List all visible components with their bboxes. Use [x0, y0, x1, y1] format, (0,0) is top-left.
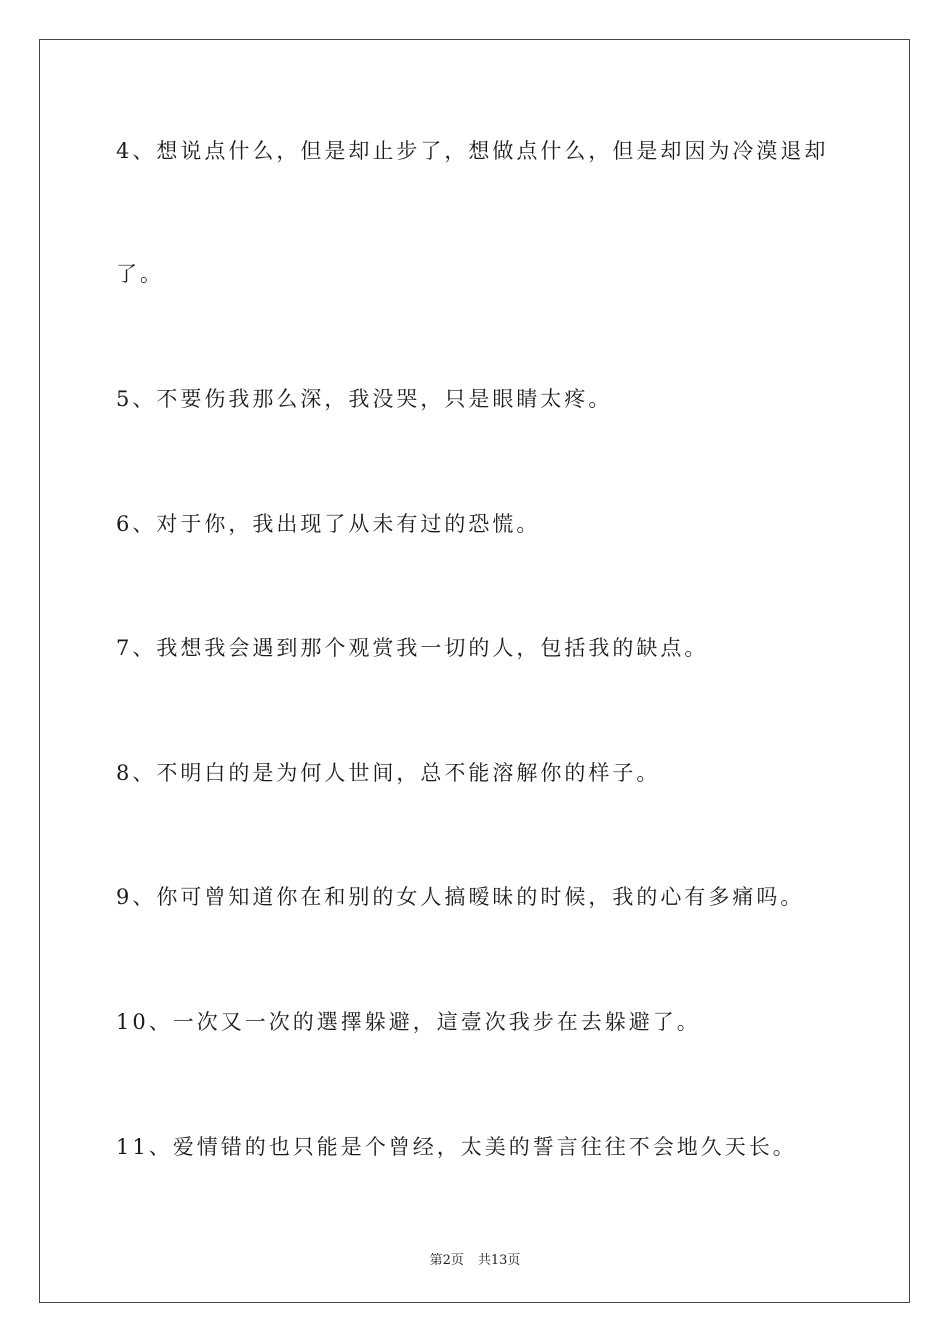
text-line-11: 11、爱情错的也只能是个曾经，太美的誓言往往不会地久天长。	[116, 1135, 797, 1159]
text-line-4-cont: 了。	[116, 262, 164, 286]
page-footer	[0, 1249, 950, 1268]
page-number: 第2页	[429, 1253, 464, 1268]
text-line-5: 5、不要伤我那么深，我没哭，只是眼睛太疼。	[116, 387, 613, 411]
text-line-10: 10、一次又一次的選擇躲避，這壹次我步在去躲避了。	[116, 1010, 701, 1034]
text-line-7: 7、我想我会遇到那个观赏我一切的人，包括我的缺点。	[116, 636, 709, 660]
text-line-6: 6、对于你，我出现了从未有过的恐慌。	[116, 512, 541, 536]
page-border	[39, 39, 910, 1303]
page-total: 共13页	[477, 1253, 521, 1268]
text-line-9: 9、你可曾知道你在和别的女人搞暧昧的时候，我的心有多痛吗。	[116, 885, 805, 909]
text-line-8: 8、不明白的是为何人世间，总不能溶解你的样子。	[116, 761, 661, 785]
text-line-4: 4、想说点什么，但是却止步了，想做点什么，但是却因为冷漠退却	[116, 139, 829, 163]
